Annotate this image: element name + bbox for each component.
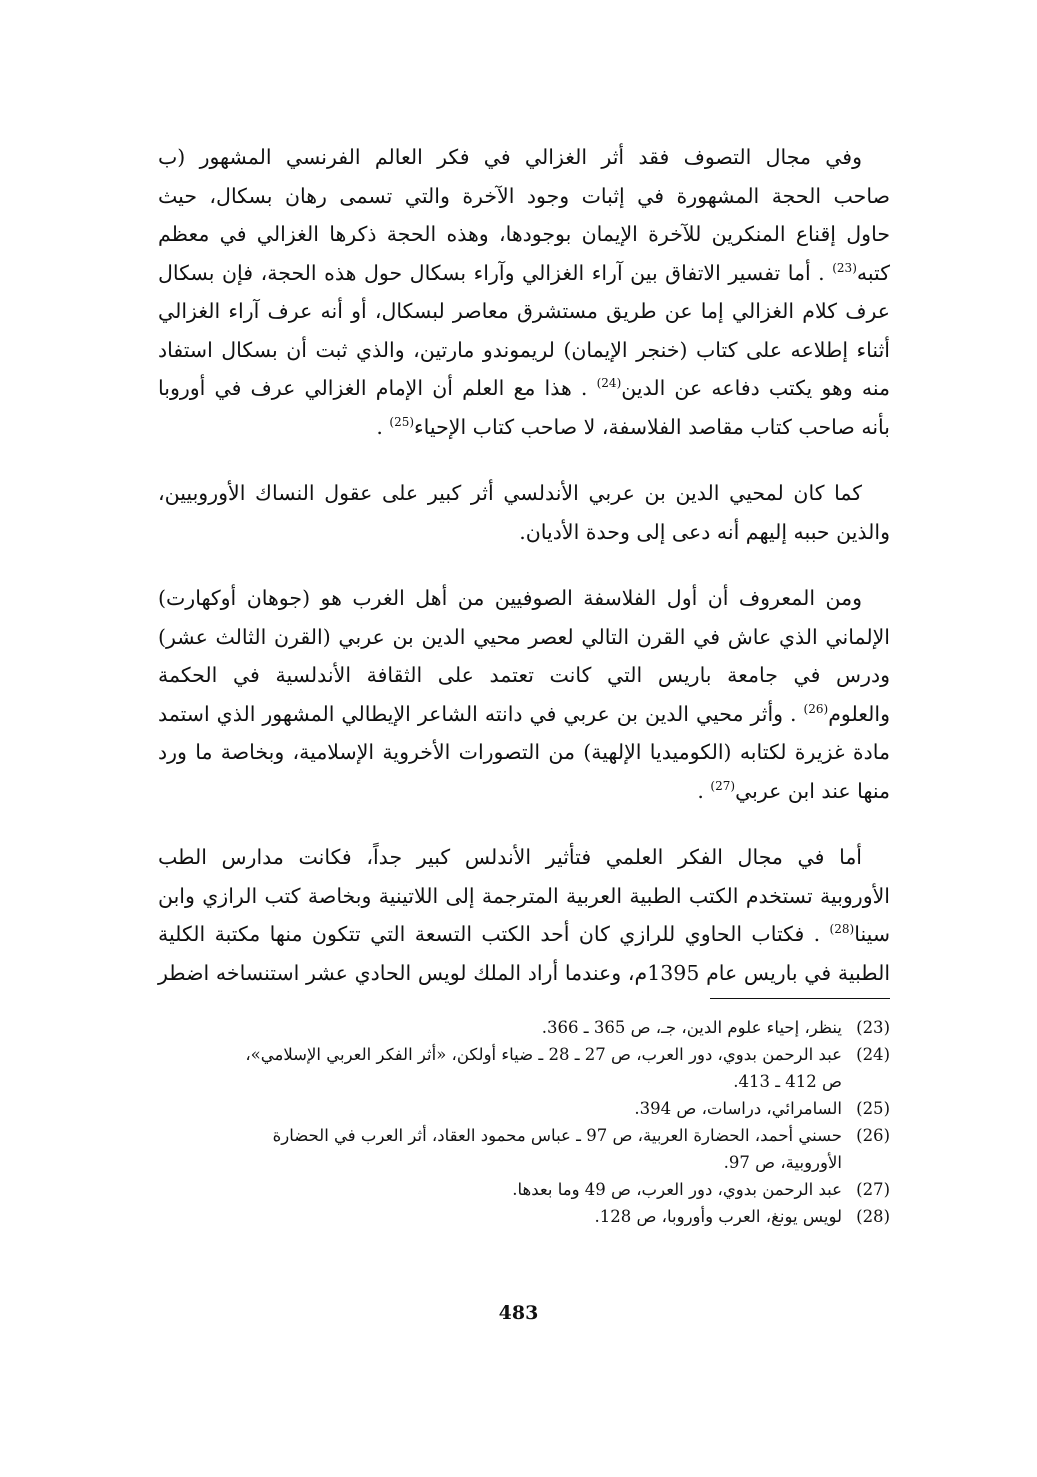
footnote-text: عبد الرحمن بدوي، دور العرب، ص 49 وما بعدها. xyxy=(512,1180,842,1199)
footnotes xyxy=(158,1014,890,1230)
text-line: أثناء إطلاعه على كتاب (خنجر الإيمان) لريموندو مارتين، والذي ثبت أن بسكال استفاد xyxy=(158,337,890,362)
paragraph-2 xyxy=(158,474,890,551)
footnote-number: (24) xyxy=(856,1045,890,1064)
page-number: 483 xyxy=(498,1302,539,1324)
text-line: والعلوم$^{(26)}$ . وأثر محيي الدين بن عربي في دانته الشاعر الإيطالي المشهور الذي استمد xyxy=(158,701,890,726)
footnote-text: السامرائي، دراسات، ص 394. xyxy=(634,1099,842,1118)
footnote-reference: (27) xyxy=(710,778,736,793)
text-line: الطبية في باريس عام 1395م، وعندما أراد الملك لويس الحادي عشر استنساخه اضطر xyxy=(158,960,891,985)
text-line: صاحب الحجة المشهورة في إثبات وجود الآخرة والتي تسمى رهان بسكال، حيث xyxy=(158,183,890,208)
footnote xyxy=(158,1203,890,1230)
text-line: أما في مجال الفكر العلمي فتأثير الأندلس كبير جداً، فكانت مدارس الطب xyxy=(158,845,862,869)
footnote-line: ص 412 ـ 413. xyxy=(733,1072,842,1091)
footnote xyxy=(158,1095,890,1122)
footnote xyxy=(158,1014,890,1041)
footnote-text xyxy=(158,1122,842,1176)
text-line: بأنه صاحب كتاب مقاصد الفلاسفة، لا صاحب كتاب الإحياء$^{(25)}$ . xyxy=(376,414,890,439)
footnote-text xyxy=(158,1041,842,1095)
text-line: سينا$^{(28)}$ . فكتاب الحاوي للرازي كان أحد الكتب التسعة التي تتكون منها مكتبة الكلية xyxy=(158,922,890,946)
text-line: منه وهو يكتب دفاعه عن الدين$^{(24)}$ . هذا مع العلم أن الإمام الغزالي عرف في أوروبا xyxy=(158,376,890,400)
text-line: كما كان لمحيي الدين بن عربي الأندلسي أثر كبير على عقول النساك الأوروبيين، xyxy=(158,481,862,505)
footnote-reference: (26) xyxy=(803,701,829,716)
text-line: حاول إقناع المنكرين للآخرة الإيمان بوجودها، وهذه الحجة ذكرها الغزالي في معظم xyxy=(158,222,890,246)
footnote xyxy=(158,1041,890,1095)
footnote xyxy=(158,1122,890,1176)
text-line: ومن المعروف أن أول الفلاسفة الصوفيين من أهل الغرب هو (جوهان أوكهارت) xyxy=(158,586,862,610)
text-line: عرف كلام الغزالي إما عن طريق مستشرق معاصر لبسكال، أو أنه عرف آراء الغزالي xyxy=(158,299,890,323)
footnote-number: (26) xyxy=(856,1126,890,1145)
text-line: الأوروبية تستخدم الكتب الطبية العربية المترجمة إلى اللاتينية وبخاصة كتب الرازي وابن xyxy=(158,883,890,908)
footnote-line: حسني أحمد، الحضارة العربية، ص 97 ـ عباس محمود العقاد، أثر العرب في الحضارة xyxy=(272,1126,842,1145)
paragraph-1 xyxy=(158,138,890,446)
footnote-number: (28) xyxy=(856,1207,890,1226)
footnote-reference: (24) xyxy=(596,376,622,391)
text-line: وفي مجال التصوف فقد أثر الغزالي في فكر العالم الفرنسي المشهور (ب xyxy=(158,145,862,169)
footnote-line: الأوروبية، ص 97. xyxy=(723,1153,842,1172)
page-body xyxy=(158,138,890,1020)
footnote-line: عبد الرحمن بدوي، دور العرب، ص 27 ـ 28 ـ ضياء أولكن، «أثر الفكر العربي الإسلامي»، xyxy=(245,1045,842,1064)
text-line: كتبه$^{(23)}$ . أما تفسير الاتفاق بين آراء الغزالي وآراء بسكال حول هذه الحجة، فإن بسكال xyxy=(158,260,890,285)
paragraph-4 xyxy=(158,838,890,992)
footnote-separator xyxy=(710,998,890,999)
footnote-number: (27) xyxy=(856,1180,890,1199)
footnote xyxy=(158,1176,890,1203)
text-line: منها عند ابن عربي$^{(27)}$ . xyxy=(697,778,890,803)
paragraph-3 xyxy=(158,579,890,810)
footnote-text: لويس يونغ، العرب وأوروبا، ص 128. xyxy=(594,1207,842,1226)
footnote-number: (25) xyxy=(856,1099,890,1118)
text-line: الإلماني الذي عاش في القرن التالي لعصر محيي الدين بن عربي (القرن الثالث عشر) xyxy=(158,624,890,649)
footnote-number: (23) xyxy=(856,1018,890,1037)
text-line: والذين حببه إليهم أنه دعى إلى وحدة الأديان. xyxy=(519,519,890,544)
footnote-reference: (23) xyxy=(832,260,857,275)
text-line: مادة غزيرة لكتابه (الكوميديا الإلهية) من التصورات الأخروية الإسلامية، وبخاصة ما ورد xyxy=(158,740,890,764)
footnote-text: ينظر، إحياء علوم الدين، جـ، ص 365 ـ 366. xyxy=(541,1018,842,1037)
text-line: ودرس في جامعة باريس التي كانت تعتمد على الثقافة الأندلسية في الحكمة xyxy=(158,663,890,687)
footnote-reference: (28) xyxy=(829,922,855,937)
footnote-reference: (25) xyxy=(389,414,415,429)
